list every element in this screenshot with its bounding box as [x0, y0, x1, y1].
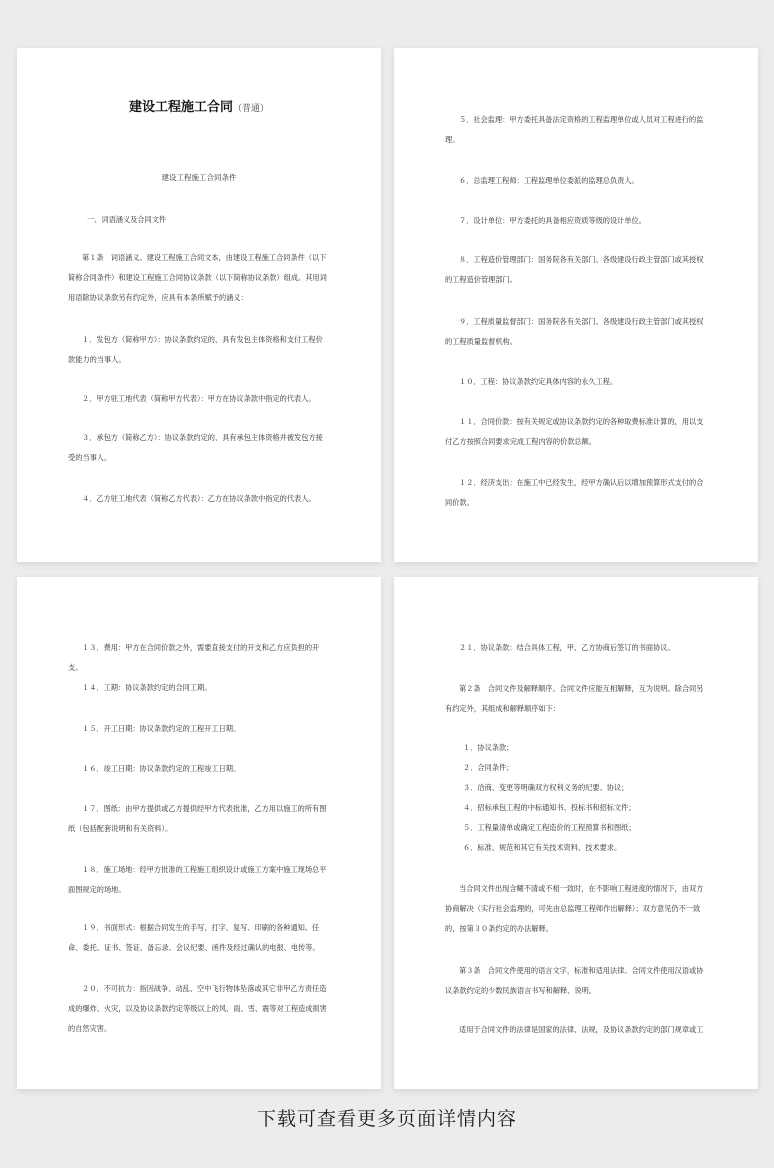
document-page-2 — [394, 48, 758, 562]
article-2: 第２条 合同文件及解释顺序。合同文件应能互相解释，互为说明。除合同另有约定外，其组成和解释顺序如下： — [445, 684, 704, 713]
clause-6: ６．总监理工程师：工程监理单位委派的监理总负责人。 — [459, 176, 639, 185]
title-text: 建设工程施工合同 — [128, 100, 233, 115]
clause-15: １５．开工日期：协议条款约定的工程开工日期。 — [82, 724, 241, 733]
download-more-caption: 下载可查看更多页面详情内容 — [256, 1108, 517, 1130]
list-item: １．协议条款； — [463, 743, 514, 752]
section-heading: 一、词语涵义及合同文件 — [87, 215, 167, 224]
clause-7: ７．设计单位：甲方委托的具备相应资质等级的设计单位。 — [459, 216, 646, 225]
clause-17: １７．图纸：由甲方提供或乙方提供经甲方代表批准，乙方用以施工的所有图纸（包括配套说明和有关资料）。 — [68, 804, 327, 833]
paragraph-law: 适用于合同文件的法律是国家的法律、法规，及协议条款约定的部门规章或工 — [459, 1025, 704, 1034]
list-item: ６．标准、规范和其它有关技术资料、技术要求。 — [463, 843, 622, 852]
clause-8: ８．工程造价管理部门：国务院各有关部门、各级建设行政主管部门或其授权的工程造价管理部门。 — [445, 255, 704, 284]
clause-1: １．发包方（简称甲方）：协议条款约定的、具有发包主体资格和支付工程价款能力的当事人。 — [68, 335, 323, 364]
clause-2: ２．甲方驻工地代表（简称甲方代表）：甲方在协议条款中指定的代表人。 — [82, 394, 316, 403]
clause-21: ２１．协议条款：结合具体工程，甲、乙方协商后签订的书面协议。 — [459, 643, 675, 652]
clause-20: ２０．不可抗力：指因战争、动乱、空中飞行物体坠落或其它非甲乙方责任造成的爆炸、火灾，以及协议条款约定等级以上的风、雨、雪、震等对工程造成损害的自然灾害。 — [68, 984, 327, 1033]
clause-10: １０．工程：协议条款约定具体内容的永久工程。 — [459, 377, 618, 386]
list-item: ５．工程量清单或确定工程造价的工程预算书和图纸； — [463, 823, 636, 832]
clause-9: ９．工程质量监督部门：国务院各有关部门、各级建设行政主管部门或其授权的工程质量监督机构。 — [445, 317, 704, 346]
title-note: （普通） — [233, 104, 270, 114]
clause-14: １４．工期：协议条款约定的合同工期。 — [82, 683, 212, 692]
document-page-4 — [394, 577, 758, 1089]
document-page-1 — [17, 48, 381, 562]
list-item: ４．招标承包工程的中标通知书、投标书和招标文件； — [463, 803, 636, 812]
clause-19: １９．书面形式：根据合同发生的手写、打字、复写、印刷的各种通知、任命、委托、证书、签证、备忘录、会议纪要、函件及经过确认的电报、电传等。 — [68, 923, 320, 952]
document-subtitle: 建设工程施工合同条件 — [161, 173, 237, 182]
clause-16: １６．竣工日期：协议条款约定的工程竣工日期。 — [82, 764, 241, 773]
article-3: 第３条 合同文件使用的语言文字，标准和适用法律。合同文件使用汉语或协议条款约定的少数民族语言书写和解释、说明。 — [445, 966, 704, 995]
article-1: 第１条 词语涵义。建设工程施工合同文本，由建设工程施工合同条件（以下简称合同条件）和建设工程施工合同协议条款（以下简称协议条款）组成。其用词用语除协议条款另有约定外，应具有本条所赋予的涵义： — [68, 253, 327, 302]
clause-11: １１．合同价款：按有关规定或协议条款约定的各种取费标准计算的，用以支付乙方按照合同要求完成工程内容的价款总额。 — [445, 417, 704, 446]
list-item: ３．洽商、变更等明确双方权利义务的纪要、协议； — [463, 783, 629, 792]
clause-13: １３．费用：甲方在合同价款之外，需要直接支付的开支和乙方应负担的开支。 — [68, 643, 320, 672]
clause-5: ５．社会监理：甲方委托具备法定资格的工程监理单位或人员对工程进行的监理。 — [445, 115, 704, 144]
clause-4: ４．乙方驻工地代表（简称乙方代表）：乙方在协议条款中指定的代表人。 — [82, 494, 316, 503]
clause-12: １２．经济支出：在施工中已经发生，经甲方确认后以增加预算形式支付的合同价款。 — [445, 478, 704, 507]
document-page-3 — [17, 577, 381, 1089]
paragraph-conflict: 当合同文件出现含糊不清或不相一致时，在不影响工程进度的情况下，由双方协商解决（实行社会监理的，可先由总监理工程师作出解释）；双方意见仍不一致的，按第３０条约定的办法解释。 — [445, 884, 704, 933]
document-title — [17, 96, 381, 115]
list-item: ２．合同条件； — [463, 763, 514, 772]
clause-18: １８．施工场地：经甲方批准的工程施工组织设计或施工方案中施工现场总平面图规定的场地。 — [68, 865, 327, 894]
clause-3: ３．承包方（简称乙方）：协议条款约定的、具有承包主体资格并被发包方接受的当事人。 — [68, 433, 323, 462]
